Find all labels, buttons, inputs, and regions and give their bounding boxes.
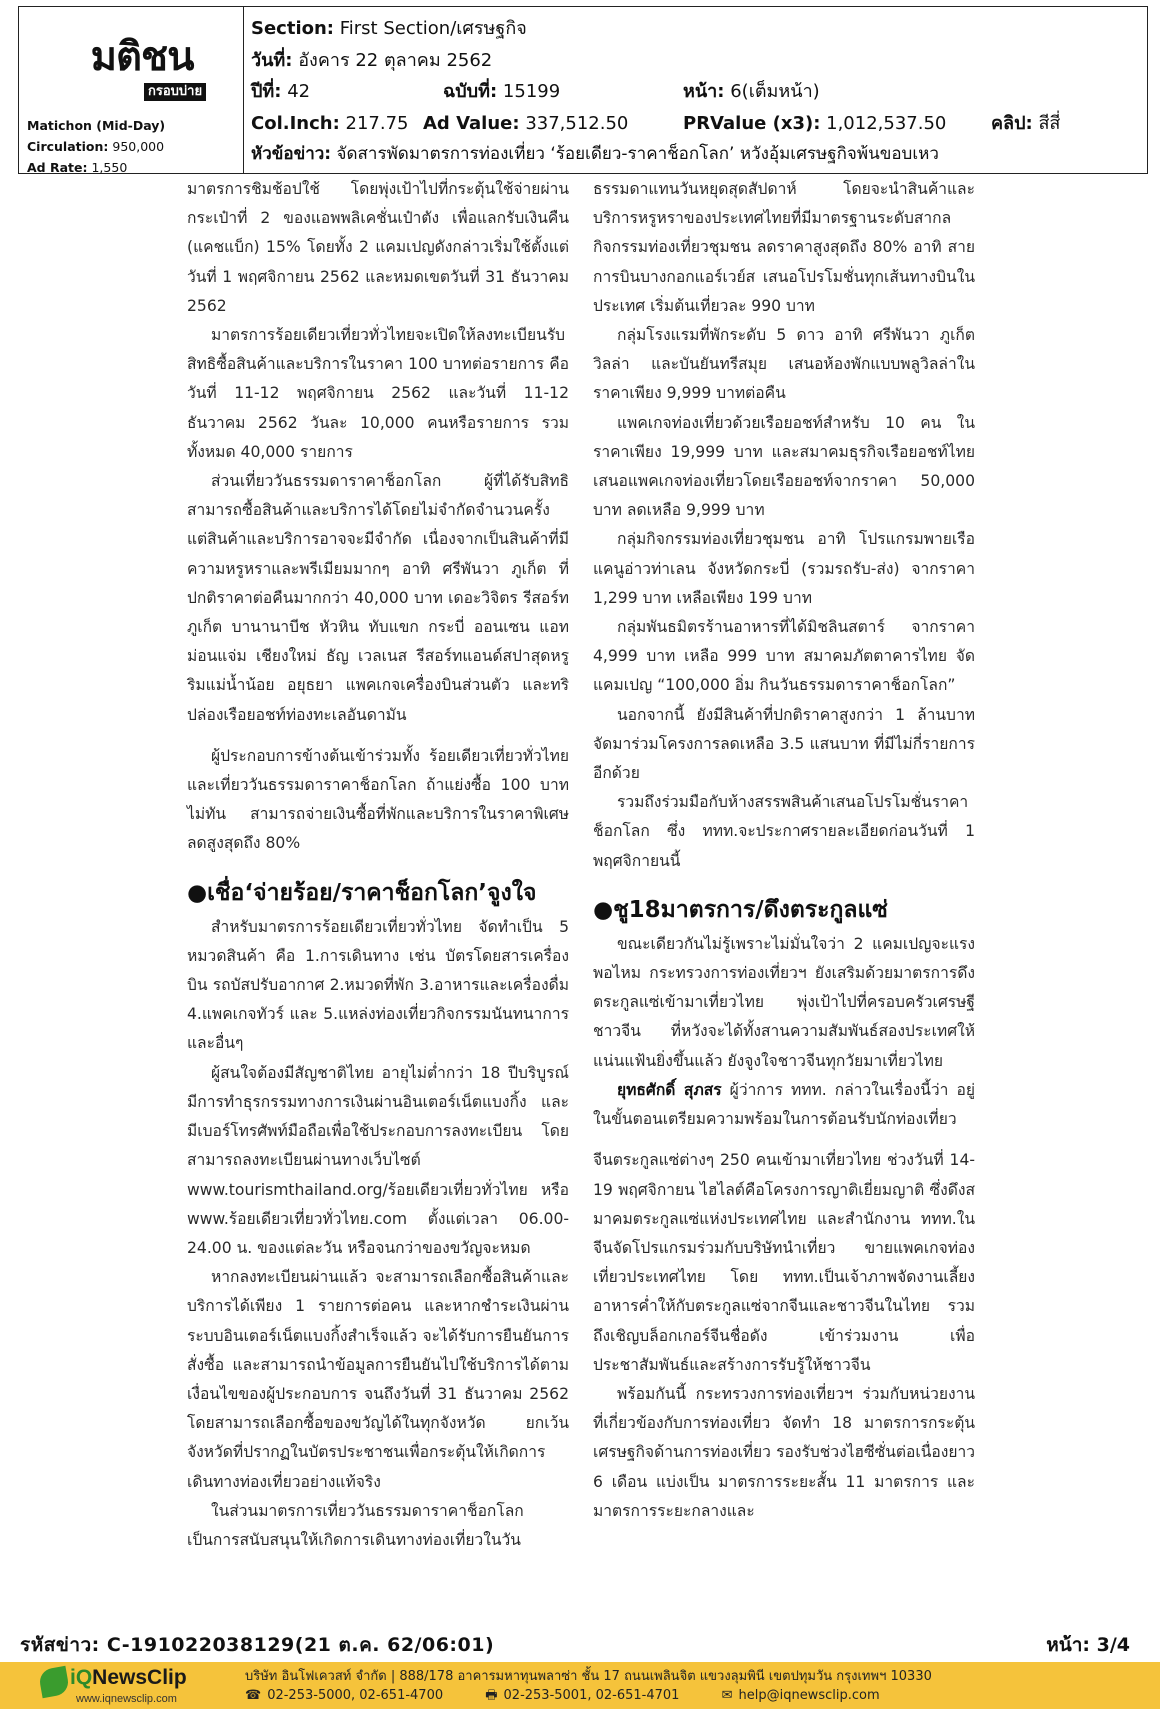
contact-info: [245, 1686, 918, 1708]
article-paragraph: ขณะเดียวกันไม่รู้เพราะไม่มั่นใจว่า 2 แคมเปญจะแรงพอไหม กระทรวงการท่องเที่ยวฯ ยังเสริมด้วยมาตรการดึงตระกูลแซ่เข้ามาเที่ยวไทย พุ่งเป้าไปที่ครอบครัวเศรษฐีชาวจีน ที่หวังจะได้ทั้งสานความสัมพันธ์สองประเทศให้แน่นแฟ้นยิ่งขึ้นแล้ว ยังจูงใจชาวจีนทุกวัยมาเที่ยวไทย: [593, 934, 975, 1070]
phone-group: [245, 1688, 443, 1703]
publication-name: Matichon (Mid-Day): [27, 118, 166, 133]
advalue-value: 337,512.50: [525, 112, 629, 134]
fax-group: [485, 1686, 679, 1708]
article-paragraph: สำหรับมาตรการร้อยเดียวเที่ยวทั่วไทย จัดทำเป็น 5 หมวดสินค้า คือ 1.การเดินทาง เช่น บัตรโดยสารเครื่องบิน รถบัสปรับอากาศ 2.หมวดที่พัก 3.อาหารและเครื่องดื่ม 4.แพคเกจทัวร์ และ 5.แหล่งท่องเที่ยวกิจกรรมนันทนาการ และอื่นๆ: [187, 917, 569, 1053]
email-icon: ✉: [721, 1688, 733, 1703]
circulation-label: Circulation:: [27, 139, 109, 154]
article-paragraph: มาตรการร้อยเดียวเที่ยวทั่วไทยจะเปิดให้ลงทะเบียนรับสิทธิซื้อสินค้าและบริการในราคา 100 บาทต่อรายการ คือ วันที่ 11-12 พฤศจิกายน 2562 และวันที่ 11-12 ธันวาคม 2562 วันละ 10,000 คนหรือรายการ รวมทั้งหมด 40,000 รายการ: [187, 326, 569, 461]
article-paragraph: ในส่วนมาตรการเที่ยววันธรรมดาราคาช็อกโลกเป็นการสนับสนุนให้เกิดการเดินทางท่องเที่ยวในวัน: [187, 1501, 524, 1549]
phone-icon: ☎: [245, 1688, 262, 1703]
value-row: [251, 108, 1141, 140]
clip-label: คลิป:: [991, 112, 1033, 134]
news-code: รหัสข่าว: C-191022038129(21 ต.ค. 62/06:01): [20, 1634, 495, 1656]
article-paragraph: ผู้สนใจต้องมีสัญชาติไทย อายุไม่ต่ำกว่า 18 ปีบริบูรณ์ มีการทำธุรกรรมทางการเงินผ่านอินเตอร์เน็ตแบงกิ้ง และมีเบอร์โทรศัพท์มือถือเพื่อใช้ประกอบการลงทะเบียน โดยสามารถลงทะเบียนผ่านทางเว็บไซต์ www.tourismthailand.org/ร้อยเดียวเที่ยวทั่วไทย หรือ www.ร้อยเดียวเที่ยวทั่วไทย.com ตั้งแต่เวลา 06.00-24.00 น. ของแต่ละวัน หรือจนกว่าของขวัญจะหมด: [187, 1063, 569, 1257]
circulation-value: 950,000: [112, 139, 165, 154]
article-paragraph: นอกจากนี้ ยังมีสินค้าที่ปกติราคาสูงกว่า 1 ล้านบาท จัดมาร่วมโครงการลดเหลือ 3.5 แสนบาท ที่มีไม่กี่รายการอีกด้วย: [593, 705, 975, 783]
phone-numbers: 02-253-5000, 02-651-4700: [267, 1688, 444, 1703]
section-value: First Section/เศรษฐกิจ: [339, 18, 527, 39]
email-group: [722, 1688, 880, 1703]
ad-rate-label: Ad Rate:: [27, 160, 88, 175]
article-paragraph: กลุ่มกิจกรรมท่องเที่ยวชุมชน อาทิ โปรแกรมพายเรือแคนูอ่าวท่าเลน จังหวัดกระบี่ (รวมรถรับ-ส่ง) จากราคา 1,299 บาท เหลือเพียง 199 บาท: [593, 530, 975, 607]
article-paragraph: [593, 1076, 975, 1134]
ad-rate-value: 1,550: [91, 160, 128, 175]
logo-edition-badge: กรอบบ่าย: [144, 83, 206, 101]
article-paragraph: พร้อมกันนี้ กระทรวงการท่องเที่ยวฯ ร่วมกับหน่วยงานที่เกี่ยวข้องกับการท่องเที่ยว จัดทำ 18 มาตรการกระตุ้นเศรษฐกิจด้านการท่องเที่ยว รองรับช่วงไฮซีซั่นต่อเนื่องยาว 6 เดือน แบ่งเป็น มาตรการระยะสั้น 11 มาตรการ และมาตรการระยะกลางและ: [593, 1384, 975, 1520]
article-paragraph: แพคเกจท่องเที่ยวด้วยเรือยอชท์สำหรับ 10 คน ในราคาเพียง 19,999 บาท และสมาคมธุรกิจเรือยอชท์ไทย เสนอแพคเกจท่องเที่ยวโดยเรือยอชท์จากราคา 50,000 บาท ลดเหลือ 9,999 บาท: [593, 413, 975, 520]
fax-icon: 🖶: [485, 1688, 498, 1703]
company-address: บริษัท อินโฟเควสท์ จำกัด | 888/178 อาคารมหาทุนพลาซ่า ชั้น 17 ถนนเพลินจิต แขวงลุมพินี เขตปทุมวัน กรุงเทพฯ 10330: [245, 1669, 932, 1684]
year-label: ปีที่:: [251, 81, 282, 102]
article-column-right: [593, 175, 975, 1526]
issue-row: [251, 76, 1141, 108]
article-paragraph: ส่วนเที่ยววันธรรมดาราคาช็อกโลก ผู้ที่ได้รับสิทธิสามารถซื้อสินค้าและบริการได้โดยไม่จำกัดจำนวนครั้ง แต่สินค้าและบริการอาจจะมีจำกัด เนื่องจากเป็นสินค้าที่มีความหรูหราและพรีเมียมมากๆ อาทิ ศรีพันวา ภูเก็ต ที่ปกติราคาต่อคืนมากกว่า 40,000 บาท เดอะวิจิตร รีสอร์ท ภูเก็ต บานานาบีช หัวหิน ทับแขก กระบี่ ออนเซน แอท ม่อนแจ่ม เชียงใหม่ ธัญ เวลเนส รีสอร์ทแอนด์สปาสุดหรูริมแม่น้ำน้อย อยุธยา แพคเกจเครื่องบินส่วนตัว และทริปล่องเรือยอชท์ท่องทะเลอันดามัน: [187, 472, 569, 724]
leaf-icon: [38, 1666, 70, 1698]
colinch-value: 217.75: [345, 112, 409, 134]
prvalue-value: 1,012,537.50: [826, 112, 947, 134]
page-value: 6(เต็มหน้า): [730, 81, 820, 102]
fax-numbers: 02-253-5001, 02-651-4701: [503, 1688, 680, 1703]
subheading-eighteen-measures: ●ชู18มาตรการ/ดึงตระกูลแซ่: [593, 896, 888, 923]
prvalue-label: PRValue (x3):: [683, 112, 821, 134]
brand-rest: NewsClip: [92, 1666, 187, 1689]
clipping-header: [18, 6, 1148, 174]
date-value: อังคาร 22 ตุลาคม 2562: [298, 49, 493, 71]
publication-logo-cell: [19, 7, 244, 173]
year-value: 42: [287, 81, 311, 102]
article-paragraph: กลุ่มพันธมิตรร้านอาหารที่ได้มิชลินสตาร์ จากราคา 4,999 บาท เหลือ 999 บาท สมาคมภัตตาคารไทย จัดแคมเปญ “100,000 อิ่ม กินวันธรรมดาราคาช็อกโลก”: [593, 618, 975, 695]
section-row: [251, 13, 1141, 45]
subheading-pay-hundred: ●เชื่อ‘จ่ายร้อย/ราคาช็อกโลก’จูงใจ: [187, 879, 537, 906]
email-address: help@iqnewsclip.com: [738, 1688, 880, 1703]
colinch-label: Col.Inch:: [251, 112, 340, 134]
page-indicator: หน้า: 3/4: [1046, 1634, 1130, 1656]
date-label: วันที่:: [251, 49, 293, 71]
clip-value: สีสี่: [1038, 112, 1061, 134]
headline-value: จัดสารพัดมาตรการท่องเที่ยว ‘ร้อยเดียว-ราคาช็อกโลก’ หวังอุ้มเศรษฐกิจพ้นขอบเหว: [336, 144, 939, 164]
clip-metadata: [251, 13, 1141, 171]
section-label: Section:: [251, 18, 334, 39]
article-paragraph: ธรรมดาแทนวันหยุดสุดสัปดาห์ โดยจะนำสินค้าและบริการหรูหราของประเทศไทยที่มีมาตรฐานระดับสากล กิจกรรมท่องเที่ยวชุมชน ลดราคาสูงสุดถึง 80% อาทิ สายการบินบางกอกแอร์เวย์ส เสนอโปรโมชั่นทุกเส้นทางบินในประเทศ เริ่มต้นเที่ยวละ 990 บาท: [593, 180, 975, 315]
page-label: หน้า:: [683, 81, 725, 102]
article-paragraph: รวมถึงร่วมมือกับห้างสรรพสินค้าเสนอโปรโมชั่นราคาช็อกโลก ซึ่ง ททท.จะประกาศรายละเอียดก่อนวันที่ 1 พฤศจิกายนนี้: [593, 793, 975, 870]
issue-label: ฉบับที่:: [443, 81, 498, 102]
quoted-person-name: ยุทธศักดิ์ สุภสร: [617, 1080, 722, 1099]
article-paragraph: จีนตระกูลแซ่ต่างๆ 250 คนเข้ามาเที่ยวไทย ช่วงวันที่ 14-19 พฤศจิกายน ไฮไลต์คือโครงการญาติเยี่ยมญาติ ซึ่งดึงสมาคมตระกูลแซ่แห่งประเทศไทย และสำนักงาน ททท.ในจีนจัดโปรแกรมร่วมกับบริษัทนำเที่ยว ขายแพคเกจท่องเที่ยวประเทศไทย โดย ททท.เป็นเจ้าภาพจัดงานเลี้ยงอาหารค่ำให้กับตระกูลแซ่จากจีนและชาวจีนในไทย รวมถึงเชิญบล็อกเกอร์จีนชื่อดัง เข้าร่วมงาน เพื่อประชาสัมพันธ์และสร้างการรับรู้ให้ชาวจีน: [593, 1151, 975, 1374]
headline-row: [251, 139, 1141, 171]
iqnewsclip-logo: [40, 1666, 205, 1706]
footer-bar: [0, 1662, 1160, 1709]
publication-info: [27, 115, 165, 178]
issue-value: 15199: [502, 81, 561, 102]
article-paragraph: มาตรการชิมช้อปใช้ โดยพุ่งเป้าไปที่กระตุ้นใช้จ่ายผ่านกระเป๋าที่ 2 ของแอพพลิเคชั่นเป๋าตัง เพื่อแลกรับเงินคืน (แคชแบ็ก) 15% โดยทั้ง 2 แคมเปญดังกล่าวเริ่มใช้ตั้งแต่วันที่ 1 พฤศจิกายน 2562 และหมดเขตวันที่ 31 ธันวาคม 2562: [187, 180, 569, 315]
headline-label: หัวข้อข่าว:: [251, 144, 332, 164]
article-column-left: [187, 175, 569, 1555]
quote-text: ผู้ว่าการ ททท. กล่าวในเรื่องนี้ว่า อยู่ในขั้นตอนเตรียมความพร้อมในการต้อนรับนักท่องเที่ยว: [593, 1080, 975, 1129]
brand-url: www.iqnewsclip.com: [76, 1693, 177, 1705]
article-paragraph: กลุ่มโรงแรมที่พักระดับ 5 ดาว อาทิ ศรีพันวา ภูเก็ต วิลล่า และบันยันทรีสมุย เสนอห้องพักแบบพลูวิลล่าในราคาเพียง 9,999 บาทต่อคืน: [593, 326, 975, 403]
article-paragraph: หากลงทะเบียนผ่านแล้ว จะสามารถเลือกซื้อสินค้าและบริการได้เพียง 1 รายการต่อคน และหากชำระเงินผ่านระบบอินเตอร์เน็ตแบงกิ้งสำเร็จแล้ว จะได้รับการยืนยันการสั่งซื้อ และสามารถนำข้อมูลการยืนยันไปใช้บริการได้ตามเงื่อนไขของผู้ประกอบการ จนถึงวันที่ 31 ธันวาคม 2562 โดยสามารถเลือกซื้อของขวัญได้ในทุกจังหวัด ยกเว้นจังหวัดที่ปรากฏในบัตรประชาชนเพื่อกระตุ้นให้เกิดการเดินทางท่องเที่ยวอย่างแท้จริง: [187, 1268, 569, 1491]
brand-q: iQ: [70, 1666, 93, 1689]
article-paragraph: ผู้ประกอบการข้างต้นเข้าร่วมทั้ง ร้อยเดียวเที่ยวทั่วไทย และเที่ยววันธรรมดาราคาช็อกโลก ถ้าแย่งซื้อ 100 บาทไม่ทัน สามารถจ่ายเงินซื้อที่พักและบริการในราคาพิเศษลดสูงสุดถึง 80%: [187, 746, 569, 853]
brand-name: [70, 1666, 187, 1690]
date-row: [251, 45, 1141, 77]
advalue-label: Ad Value:: [423, 112, 520, 134]
matichon-logo: มติชน: [90, 34, 194, 80]
